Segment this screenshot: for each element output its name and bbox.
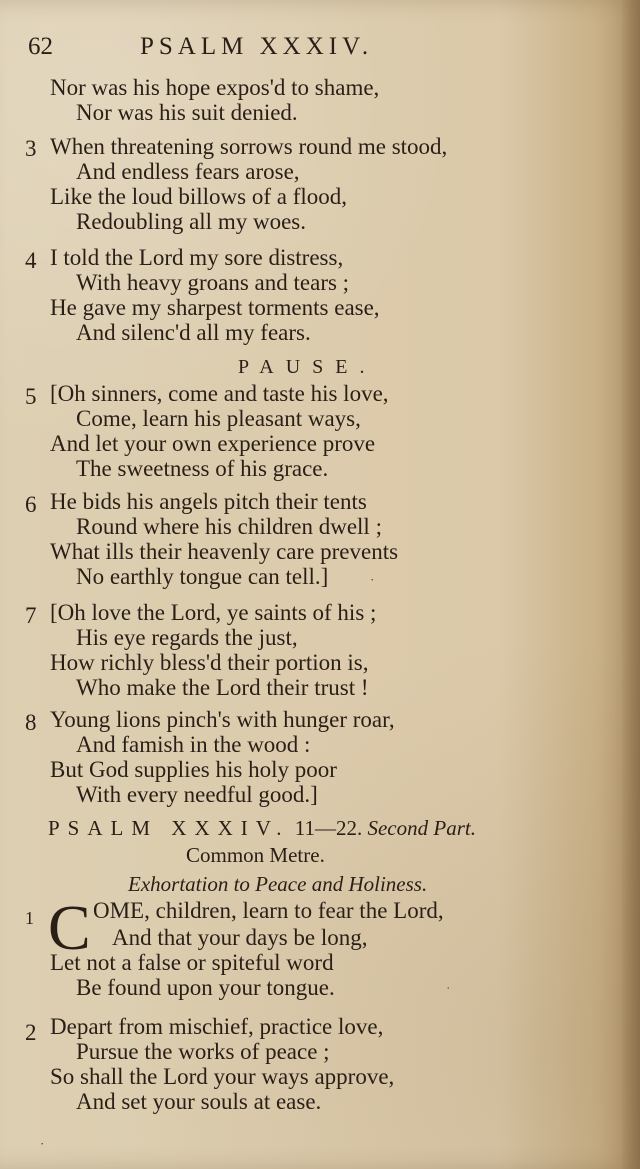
verse-line: Be found upon your tongue. bbox=[76, 975, 335, 1000]
verse-line: No earthly tongue can tell.] bbox=[76, 564, 329, 589]
verse-line: And famish in the wood : bbox=[76, 732, 311, 757]
verse-line: The sweetness of his grace. bbox=[76, 456, 329, 481]
verse-line: Who make the Lord their trust ! bbox=[76, 675, 369, 700]
page-edge-shadow bbox=[622, 0, 640, 1169]
verse-line: And set your souls at ease. bbox=[76, 1089, 322, 1114]
verse-line: Nor was his suit denied. bbox=[76, 100, 298, 125]
verse-line: Round where his children dwell ; bbox=[76, 514, 382, 539]
pause-heading: PAUSE. bbox=[238, 356, 377, 378]
ink-speck-icon: · bbox=[370, 572, 375, 587]
verse-line: With heavy groans and tears ; bbox=[76, 270, 350, 295]
verse-line: OME, children, learn to fear the Lord, bbox=[93, 898, 444, 923]
verse-number: 5 bbox=[25, 384, 37, 409]
metre-label: Common Metre. bbox=[186, 843, 325, 867]
verse-line: Pursue the works of peace ; bbox=[76, 1039, 330, 1064]
verse-line: And that your days be long, bbox=[112, 925, 368, 950]
verse-line: [Oh sinners, come and taste his love, bbox=[50, 381, 389, 406]
verse-line: Young lions pinch's with hunger roar, bbox=[50, 707, 395, 732]
verse-line: He bids his angels pitch their tents bbox=[50, 489, 367, 514]
page-number: 62 bbox=[28, 33, 53, 60]
section-title-range: 11—22. bbox=[294, 816, 363, 840]
verse-number: 8 bbox=[25, 710, 37, 735]
verse-line: With every needful good.] bbox=[76, 782, 318, 807]
verse-line: Like the loud billows of a flood, bbox=[50, 184, 348, 209]
verse-line: And endless fears arose, bbox=[76, 159, 300, 184]
page-header bbox=[28, 30, 478, 64]
verse-line: He gave my sharpest torments ease, bbox=[50, 295, 380, 320]
section-title-part: Second Part. bbox=[367, 816, 476, 840]
ink-speck-icon: ˈ bbox=[446, 984, 451, 999]
ink-speck-icon: · bbox=[40, 1136, 45, 1151]
verse-line: His eye regards the just, bbox=[76, 625, 298, 650]
verse-line: How richly bless'd their portion is, bbox=[50, 650, 369, 675]
running-head: PSALM XXXIV. bbox=[140, 33, 374, 60]
verse-number: 2 bbox=[25, 1020, 37, 1045]
verse-line: Come, learn his pleasant ways, bbox=[76, 406, 361, 431]
section-title-prefix: PSALM XXXIV. bbox=[48, 816, 290, 840]
verse-line: [Oh love the Lord, ye saints of his ; bbox=[50, 600, 377, 625]
drop-cap: C bbox=[48, 892, 91, 963]
verse-line: But God supplies his holy poor bbox=[50, 757, 337, 782]
verse-number: 7 bbox=[25, 603, 37, 628]
verse-line: And let your own experience prove bbox=[50, 431, 376, 456]
verse-line: I told the Lord my sore distress, bbox=[50, 245, 344, 270]
verse-number: 4 bbox=[25, 248, 37, 273]
verse-line: So shall the Lord your ways approve, bbox=[50, 1064, 395, 1089]
verse-line: Redoubling all my woes. bbox=[76, 209, 306, 234]
verse-number: 6 bbox=[25, 492, 37, 517]
verse-number: 1 bbox=[25, 908, 34, 928]
verse-line: Depart from mischief, practice love, bbox=[50, 1014, 384, 1039]
verse-line: Nor was his hope expos'd to shame, bbox=[50, 75, 380, 100]
verse-line: When threatening sorrows round me stood, bbox=[50, 134, 448, 159]
verse-number: 3 bbox=[25, 136, 37, 161]
verse-line: Let not a false or spiteful word bbox=[50, 950, 334, 975]
section-title bbox=[48, 814, 476, 842]
verse-line: What ills their heavenly care prevents bbox=[50, 539, 399, 564]
section-subtitle: Exhortation to Peace and Holiness. bbox=[128, 872, 428, 896]
verse-line: And silenc'd all my fears. bbox=[76, 320, 311, 345]
